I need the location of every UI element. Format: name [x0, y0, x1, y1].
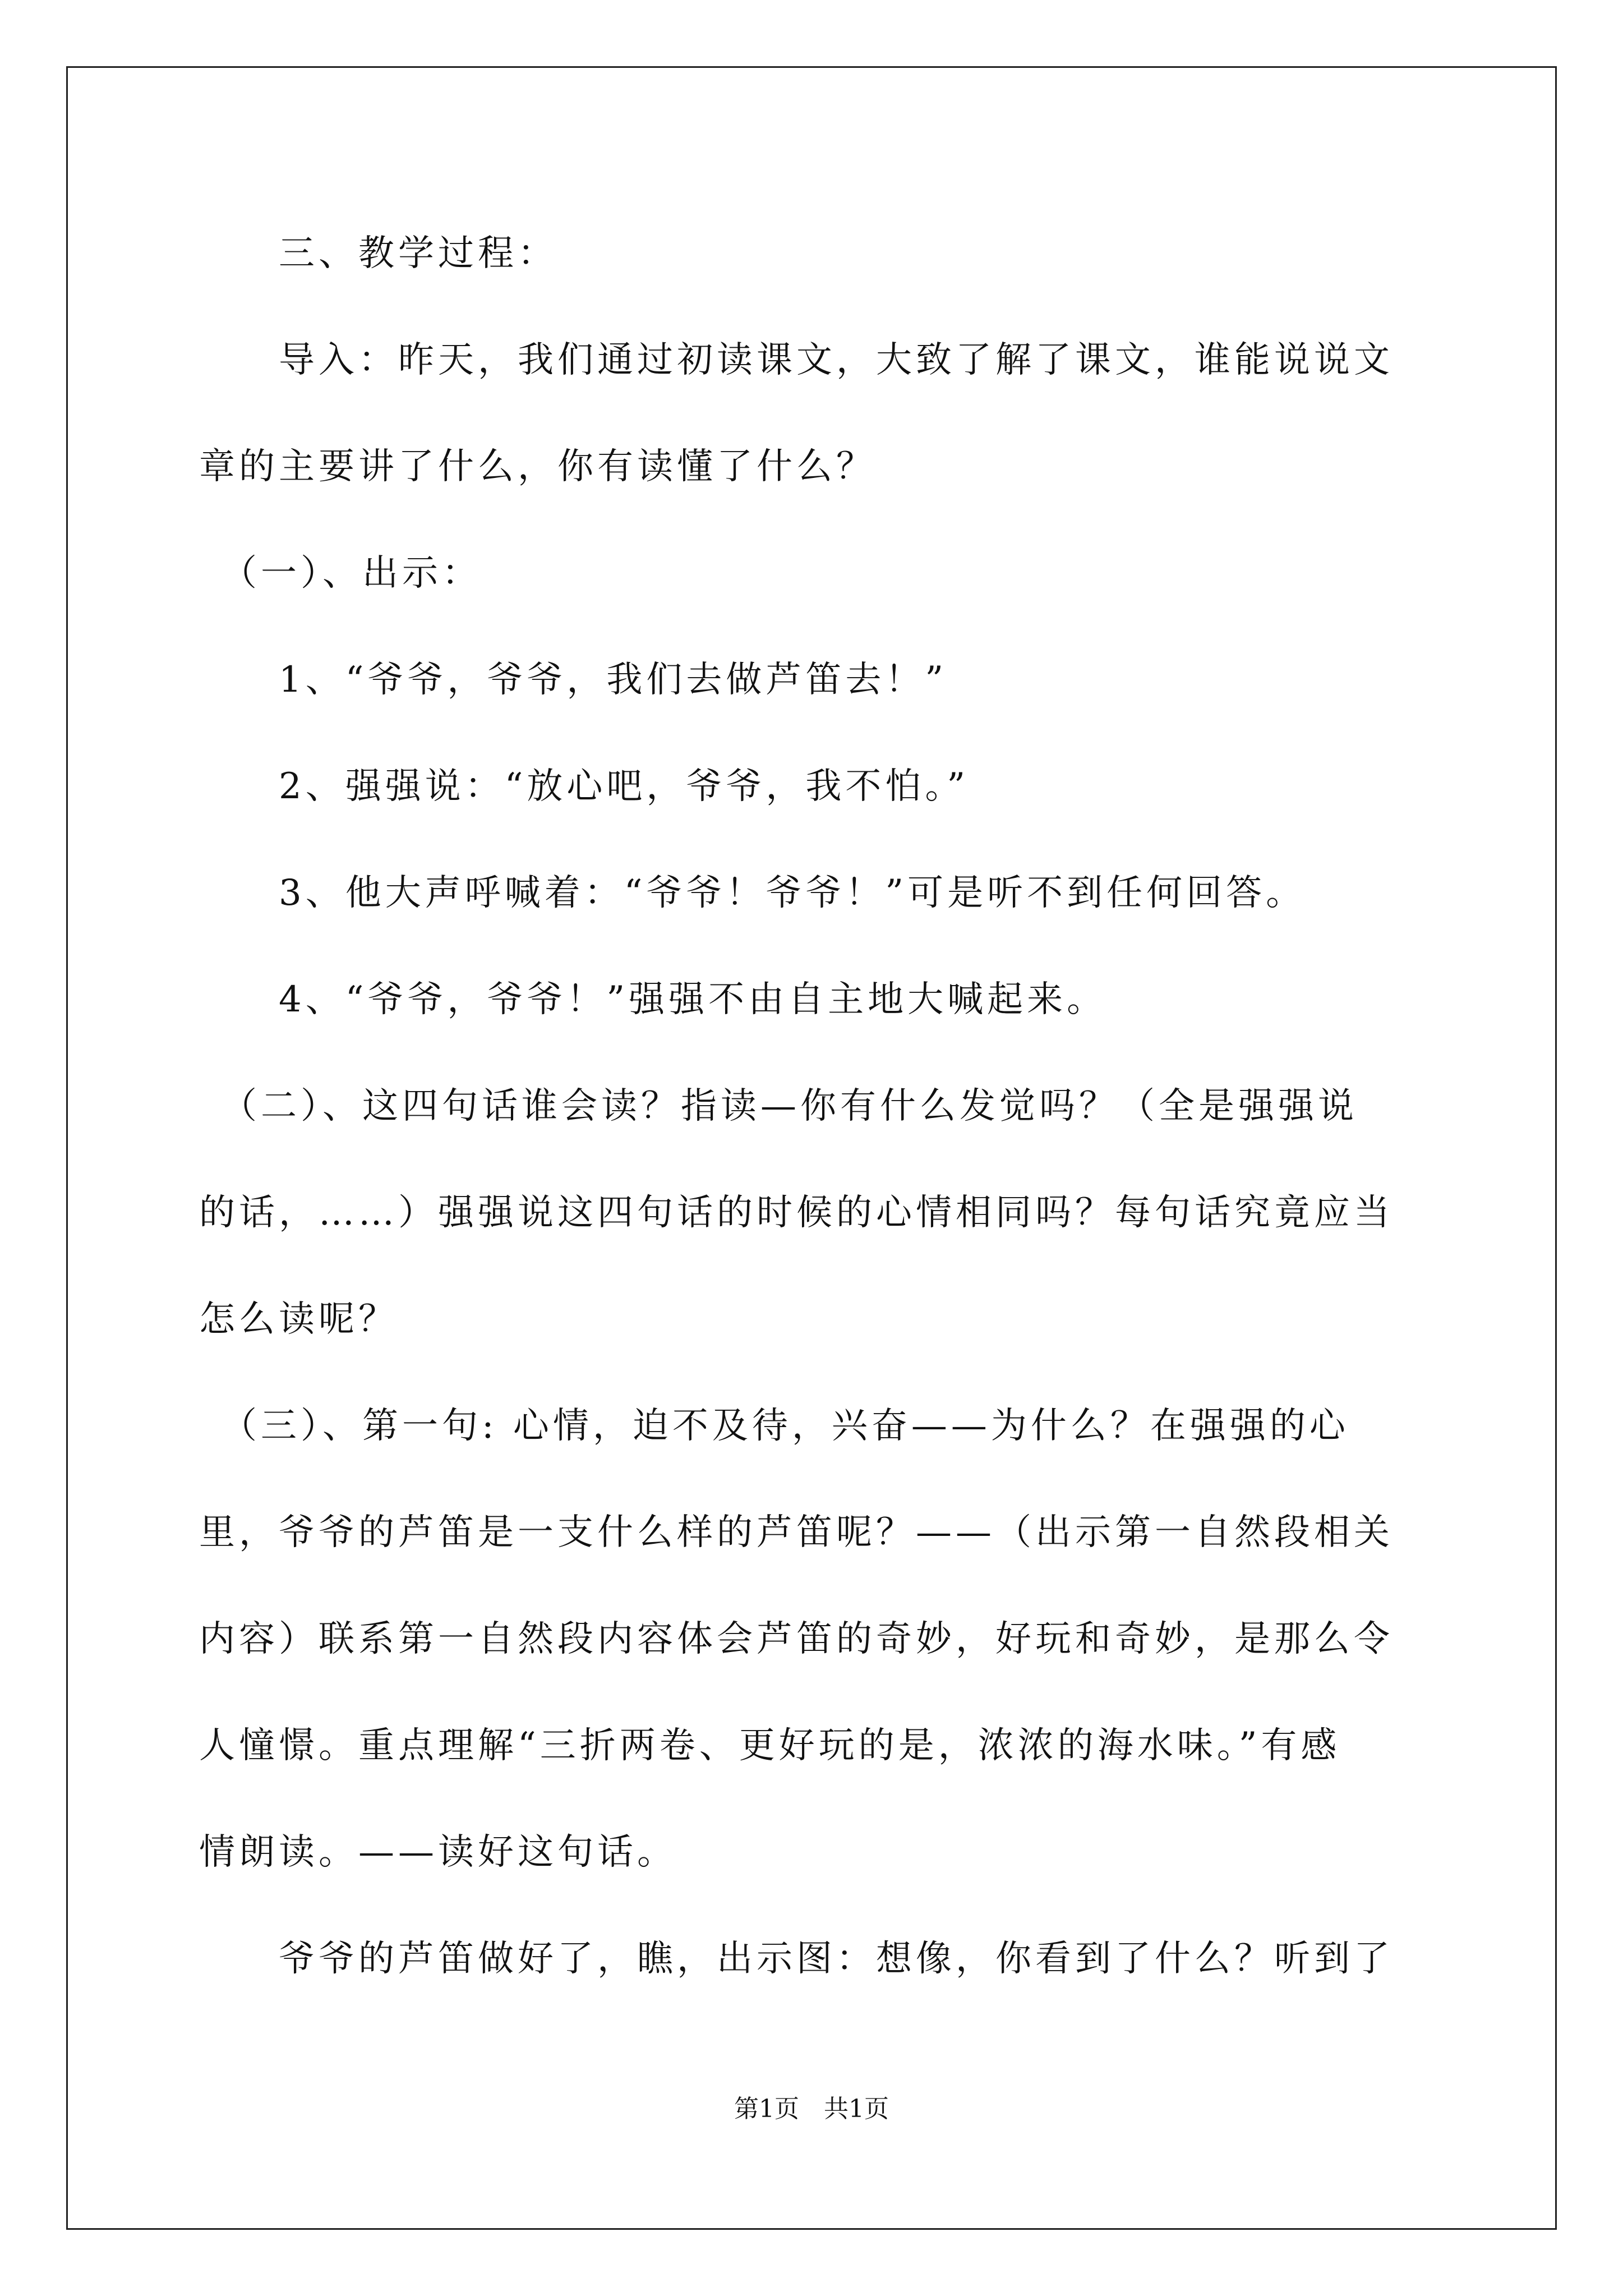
- paragraph-line: 3、他大声呼喊着：“爷爷！爷爷！”可是听不到任何回答。: [199, 872, 1306, 914]
- paragraph-line: 2、强强说：“放心吧，爷爷，我不怕。”: [199, 766, 970, 807]
- paragraph-line: 怎么读呢？: [199, 1299, 398, 1340]
- paragraph-line: 爷爷的芦笛做好了，瞧，出示图：想像，你看到了什么？听到了: [199, 1938, 1394, 1980]
- paragraph-line: 章的主要讲了什么，你有读懂了什么？: [199, 446, 876, 487]
- section-heading: 三、教学过程：: [199, 233, 557, 274]
- page-border: [66, 66, 1557, 2230]
- page-footer: 第1页 共1页: [734, 2095, 889, 2123]
- paragraph-line: 的话，……）强强说这四句话的时候的心情相同吗？每句话究竟应当: [199, 1192, 1394, 1234]
- paragraph-line: （一）、出示：: [199, 553, 482, 594]
- paragraph-line: 里，爷爷的芦笛是一支什么样的芦笛呢？——（出示第一自然段相关: [199, 1512, 1394, 1553]
- paragraph-line: 人憧憬。重点理解“三折两卷、更好玩的是，浓浓的海水味。”有感: [199, 1725, 1341, 1766]
- paragraph-line: （二）、这四句话谁会读？指读—你有什么发觉吗？（全是强强说: [199, 1085, 1358, 1127]
- paragraph-line: （三）、第一句: 心情，迫不及待，兴奋——为什么？在强强的心: [199, 1405, 1349, 1447]
- paragraph-line: 情朗读。——读好这句话。: [199, 1832, 677, 1873]
- paragraph-line: 导入：昨天，我们通过初读课文，大致了解了课文，谁能说说文: [199, 339, 1394, 381]
- paragraph-line: 4、“爷爷，爷爷！”强强不由自主地大喊起来。: [199, 979, 1107, 1020]
- paragraph-line: 内容）联系第一自然段内容体会芦笛的奇妙，好玩和奇妙，是那么令: [199, 1618, 1394, 1660]
- paragraph-line: 1、“爷爷，爷爷，我们去做芦笛去！”: [199, 659, 948, 701]
